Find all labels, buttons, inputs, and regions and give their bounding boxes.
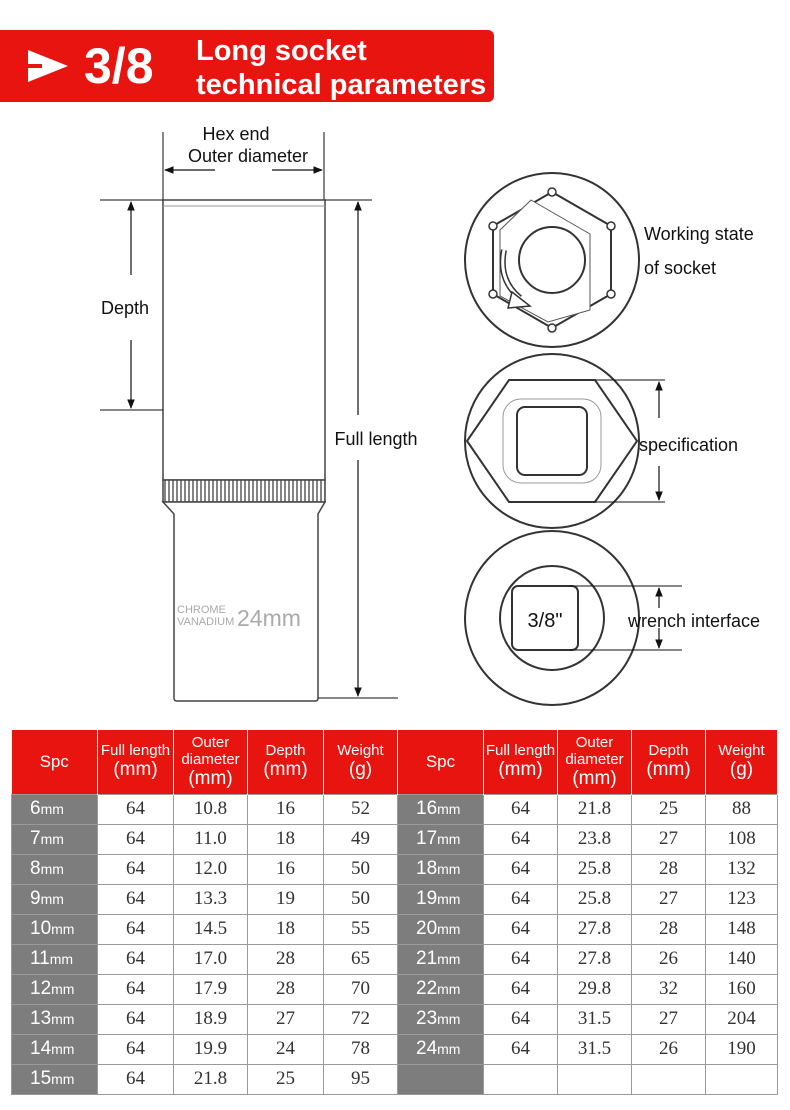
depth-cell: 19 (248, 884, 324, 914)
spec-size: 15 (30, 1068, 52, 1089)
full-length-cell: 64 (98, 1034, 174, 1064)
weight-cell: 160 (706, 974, 778, 1004)
header-spc-left: Spc (12, 730, 98, 794)
full-length-cell: 64 (98, 824, 174, 854)
weight-cell: 70 (324, 974, 398, 1004)
depth-cell: 16 (248, 854, 324, 884)
weight-cell: 78 (324, 1034, 398, 1064)
depth-cell: 25 (248, 1064, 324, 1094)
spec-cell (398, 854, 484, 884)
working-state-label-line1: Working state (644, 224, 754, 244)
full-length-cell: 64 (98, 914, 174, 944)
full-length-cell: 64 (98, 884, 174, 914)
engraving (177, 604, 301, 631)
outer-diameter-cell (558, 1064, 632, 1094)
spec-unit: mm (40, 891, 64, 907)
weight-cell: 123 (706, 884, 778, 914)
table-row (12, 884, 778, 914)
table-row (12, 1004, 778, 1034)
wrench-interface-label: wrench interface (628, 611, 761, 631)
spec-cell (398, 1004, 484, 1034)
engraving-size: 24mm (237, 605, 301, 631)
spec-size: 10 (30, 918, 52, 939)
banner-title-line2: technical parameters (196, 69, 487, 101)
weight-cell: 49 (324, 824, 398, 854)
outer-diameter-cell: 25.8 (558, 854, 632, 884)
spec-size: 22 (416, 978, 438, 999)
weight-cell: 108 (706, 824, 778, 854)
full-length-cell: 64 (98, 854, 174, 884)
full-length-cell: 64 (98, 1064, 174, 1094)
full-length-cell: 64 (484, 794, 558, 824)
spec-cell (12, 974, 98, 1004)
header-banner (0, 30, 494, 102)
depth-cell (632, 1064, 706, 1094)
outer-diameter-cell: 18.9 (174, 1004, 248, 1034)
spec-unit: mm (51, 1011, 75, 1027)
full-length-cell: 64 (484, 944, 558, 974)
header-label: Depth (648, 742, 689, 760)
depth-cell: 32 (632, 974, 706, 1004)
spec-size: 14 (30, 1038, 52, 1059)
header-unit: (mm) (572, 767, 617, 789)
table-header-row (12, 730, 778, 794)
header-outer-diameter-left (174, 730, 248, 794)
spec-unit: mm (437, 921, 461, 937)
spec-cell (12, 1064, 98, 1094)
table-row (12, 914, 778, 944)
full-length-cell: 64 (98, 944, 174, 974)
outer-diameter-cell: 12.0 (174, 854, 248, 884)
outer-diameter-cell: 21.8 (174, 1064, 248, 1094)
depth-cell: 24 (248, 1034, 324, 1064)
spec-cell (398, 914, 484, 944)
spec-size: 24 (416, 1038, 438, 1059)
spec-unit: mm (51, 1041, 75, 1057)
spec-cell (398, 1034, 484, 1064)
weight-cell: 50 (324, 854, 398, 884)
depth-cell: 27 (632, 1004, 706, 1034)
header-label: Weight (337, 742, 384, 760)
depth-cell: 28 (632, 914, 706, 944)
working-state-view (465, 173, 639, 347)
engraving-brand-2: VANADIUM (177, 616, 235, 628)
outer-diameter-cell: 11.0 (174, 824, 248, 854)
outer-diameter-label: Outer diameter (187, 146, 309, 166)
table-row (12, 854, 778, 884)
spec-unit: mm (437, 951, 461, 967)
full-length-cell: 64 (484, 854, 558, 884)
hex-end-label: Hex end (202, 124, 270, 144)
parameters-table (11, 730, 778, 1095)
weight-cell: 65 (324, 944, 398, 974)
depth-cell: 26 (632, 944, 706, 974)
header-unit: (mm) (498, 759, 543, 781)
outer-diameter-cell: 31.5 (558, 1034, 632, 1064)
spec-unit: mm (437, 1041, 461, 1057)
header-full-length-left (98, 730, 174, 794)
spec-unit: mm (49, 951, 74, 967)
full-length-cell: 64 (484, 1034, 558, 1064)
spec-unit: mm (437, 831, 461, 847)
weight-cell: 190 (706, 1034, 778, 1064)
empty-spec-cell (398, 1064, 484, 1094)
outer-diameter-cell: 25.8 (558, 884, 632, 914)
full-length-cell (484, 1064, 558, 1094)
header-label: Depth (265, 742, 306, 760)
header-outer-diameter-right (558, 730, 632, 794)
arrow-notch (28, 64, 42, 68)
spec-cell (12, 884, 98, 914)
depth-cell: 25 (632, 794, 706, 824)
depth-cell: 27 (632, 884, 706, 914)
outer-diameter-cell: 29.8 (558, 974, 632, 1004)
spec-size: 17 (416, 828, 438, 849)
outer-diameter-cell: 23.8 (558, 824, 632, 854)
full-length-cell: 64 (484, 1004, 558, 1034)
spec-unit: mm (51, 981, 75, 997)
spec-unit: mm (437, 801, 461, 817)
header-depth-right (632, 730, 706, 794)
spec-cell (12, 1034, 98, 1064)
outer-diameter-cell: 13.3 (174, 884, 248, 914)
header-label: diameter (565, 750, 624, 768)
header-full-length-right (484, 730, 558, 794)
spec-unit: mm (437, 981, 461, 997)
spec-cell (12, 914, 98, 944)
spec-cell (398, 794, 484, 824)
specification-view (465, 354, 665, 528)
spec-unit: mm (437, 891, 461, 907)
header-unit: (g) (729, 759, 754, 781)
header-unit: (mm) (113, 759, 158, 781)
spec-unit: mm (51, 1071, 75, 1087)
spec-size: 21 (416, 948, 438, 969)
spec-size: 16 (416, 798, 438, 819)
weight-cell: 72 (324, 1004, 398, 1034)
spec-size: 13 (30, 1008, 52, 1029)
banner-size: 3/8 (84, 38, 154, 94)
table-row (12, 824, 778, 854)
banner-title-line1: Long socket (196, 35, 367, 67)
full-length-cell: 64 (484, 824, 558, 854)
spec-size: 11 (30, 948, 50, 969)
header-weight-right (706, 730, 778, 794)
spec-cell (398, 884, 484, 914)
depth-cell: 18 (248, 914, 324, 944)
spec-size: 6 (30, 798, 41, 819)
table-row (12, 974, 778, 1004)
specification-label: specification (639, 435, 739, 455)
spec-size: 23 (416, 1008, 438, 1029)
full-length-cell: 64 (484, 974, 558, 1004)
header-depth-left (248, 730, 324, 794)
spec-size: 8 (30, 858, 41, 879)
spec-cell (12, 854, 98, 884)
banner-title (196, 34, 486, 102)
header-label: Full length (100, 742, 171, 760)
depth-cell: 18 (248, 824, 324, 854)
table-row (12, 1064, 778, 1094)
outer-diameter-cell: 31.5 (558, 1004, 632, 1034)
spec-cell (398, 824, 484, 854)
spec-size: 9 (30, 888, 41, 909)
depth-cell: 27 (248, 1004, 324, 1034)
header-unit: (mm) (263, 759, 308, 781)
header-label: Weight (718, 742, 765, 760)
outer-diameter-cell: 27.8 (558, 944, 632, 974)
spec-size: 12 (30, 978, 52, 999)
weight-cell: 132 (706, 854, 778, 884)
header-label: Full length (485, 742, 556, 760)
spec-unit: mm (51, 921, 75, 937)
header-unit: (mm) (188, 767, 233, 789)
outer-diameter-cell: 27.8 (558, 914, 632, 944)
header-unit: (g) (348, 759, 373, 781)
table-row (12, 1034, 778, 1064)
table-body (12, 794, 778, 1094)
weight-cell: 140 (706, 944, 778, 974)
depth-cell: 27 (632, 824, 706, 854)
weight-cell: 52 (324, 794, 398, 824)
full-length-cell: 64 (484, 914, 558, 944)
full-length-label: Full length (334, 429, 418, 449)
header-label: Outer (575, 733, 614, 751)
spec-unit: mm (437, 861, 461, 877)
outer-diameter-cell: 17.9 (174, 974, 248, 1004)
outer-diameter-cell: 10.8 (174, 794, 248, 824)
spec-cell (398, 974, 484, 1004)
spec-cell (12, 944, 98, 974)
header-label: Outer (191, 733, 230, 751)
spec-size: 18 (416, 858, 438, 879)
spec-cell (398, 944, 484, 974)
weight-cell: 95 (324, 1064, 398, 1094)
header-spc-right: Spc (398, 730, 484, 794)
spec-unit: mm (40, 801, 64, 817)
outer-diameter-cell: 19.9 (174, 1034, 248, 1064)
depth-cell: 26 (632, 1034, 706, 1064)
full-length-cell: 64 (98, 974, 174, 1004)
outer-diameter-cell: 14.5 (174, 914, 248, 944)
spec-size: 7 (30, 828, 41, 849)
drive-size-label: 3/8" (527, 610, 563, 632)
depth-label: Depth (100, 298, 150, 318)
full-length-cell: 64 (98, 1004, 174, 1034)
table-row (12, 944, 778, 974)
full-length-cell: 64 (98, 794, 174, 824)
socket-diagram (0, 110, 790, 710)
working-state-label-line2: of socket (644, 258, 717, 278)
weight-cell: 204 (706, 1004, 778, 1034)
spec-cell (12, 1004, 98, 1034)
weight-cell (706, 1064, 778, 1094)
weight-cell: 55 (324, 914, 398, 944)
header-weight-left (324, 730, 398, 794)
header-unit: (mm) (646, 759, 691, 781)
weight-cell: 148 (706, 914, 778, 944)
depth-cell: 28 (248, 974, 324, 1004)
depth-cell: 28 (248, 944, 324, 974)
outer-diameter-cell: 21.8 (558, 794, 632, 824)
outer-diameter-cell: 17.0 (174, 944, 248, 974)
weight-cell: 88 (706, 794, 778, 824)
spec-size: 20 (416, 918, 438, 939)
table-row (12, 794, 778, 824)
depth-cell: 28 (632, 854, 706, 884)
spec-unit: mm (40, 831, 64, 847)
spec-cell (12, 824, 98, 854)
spec-size: 19 (416, 888, 438, 909)
spec-unit: mm (437, 1011, 461, 1027)
weight-cell: 50 (324, 884, 398, 914)
spec-cell (12, 794, 98, 824)
depth-cell: 16 (248, 794, 324, 824)
full-length-cell: 64 (484, 884, 558, 914)
engraving-brand-1: CHROME (177, 604, 226, 616)
spec-unit: mm (40, 861, 64, 877)
header-label: diameter (181, 750, 240, 768)
